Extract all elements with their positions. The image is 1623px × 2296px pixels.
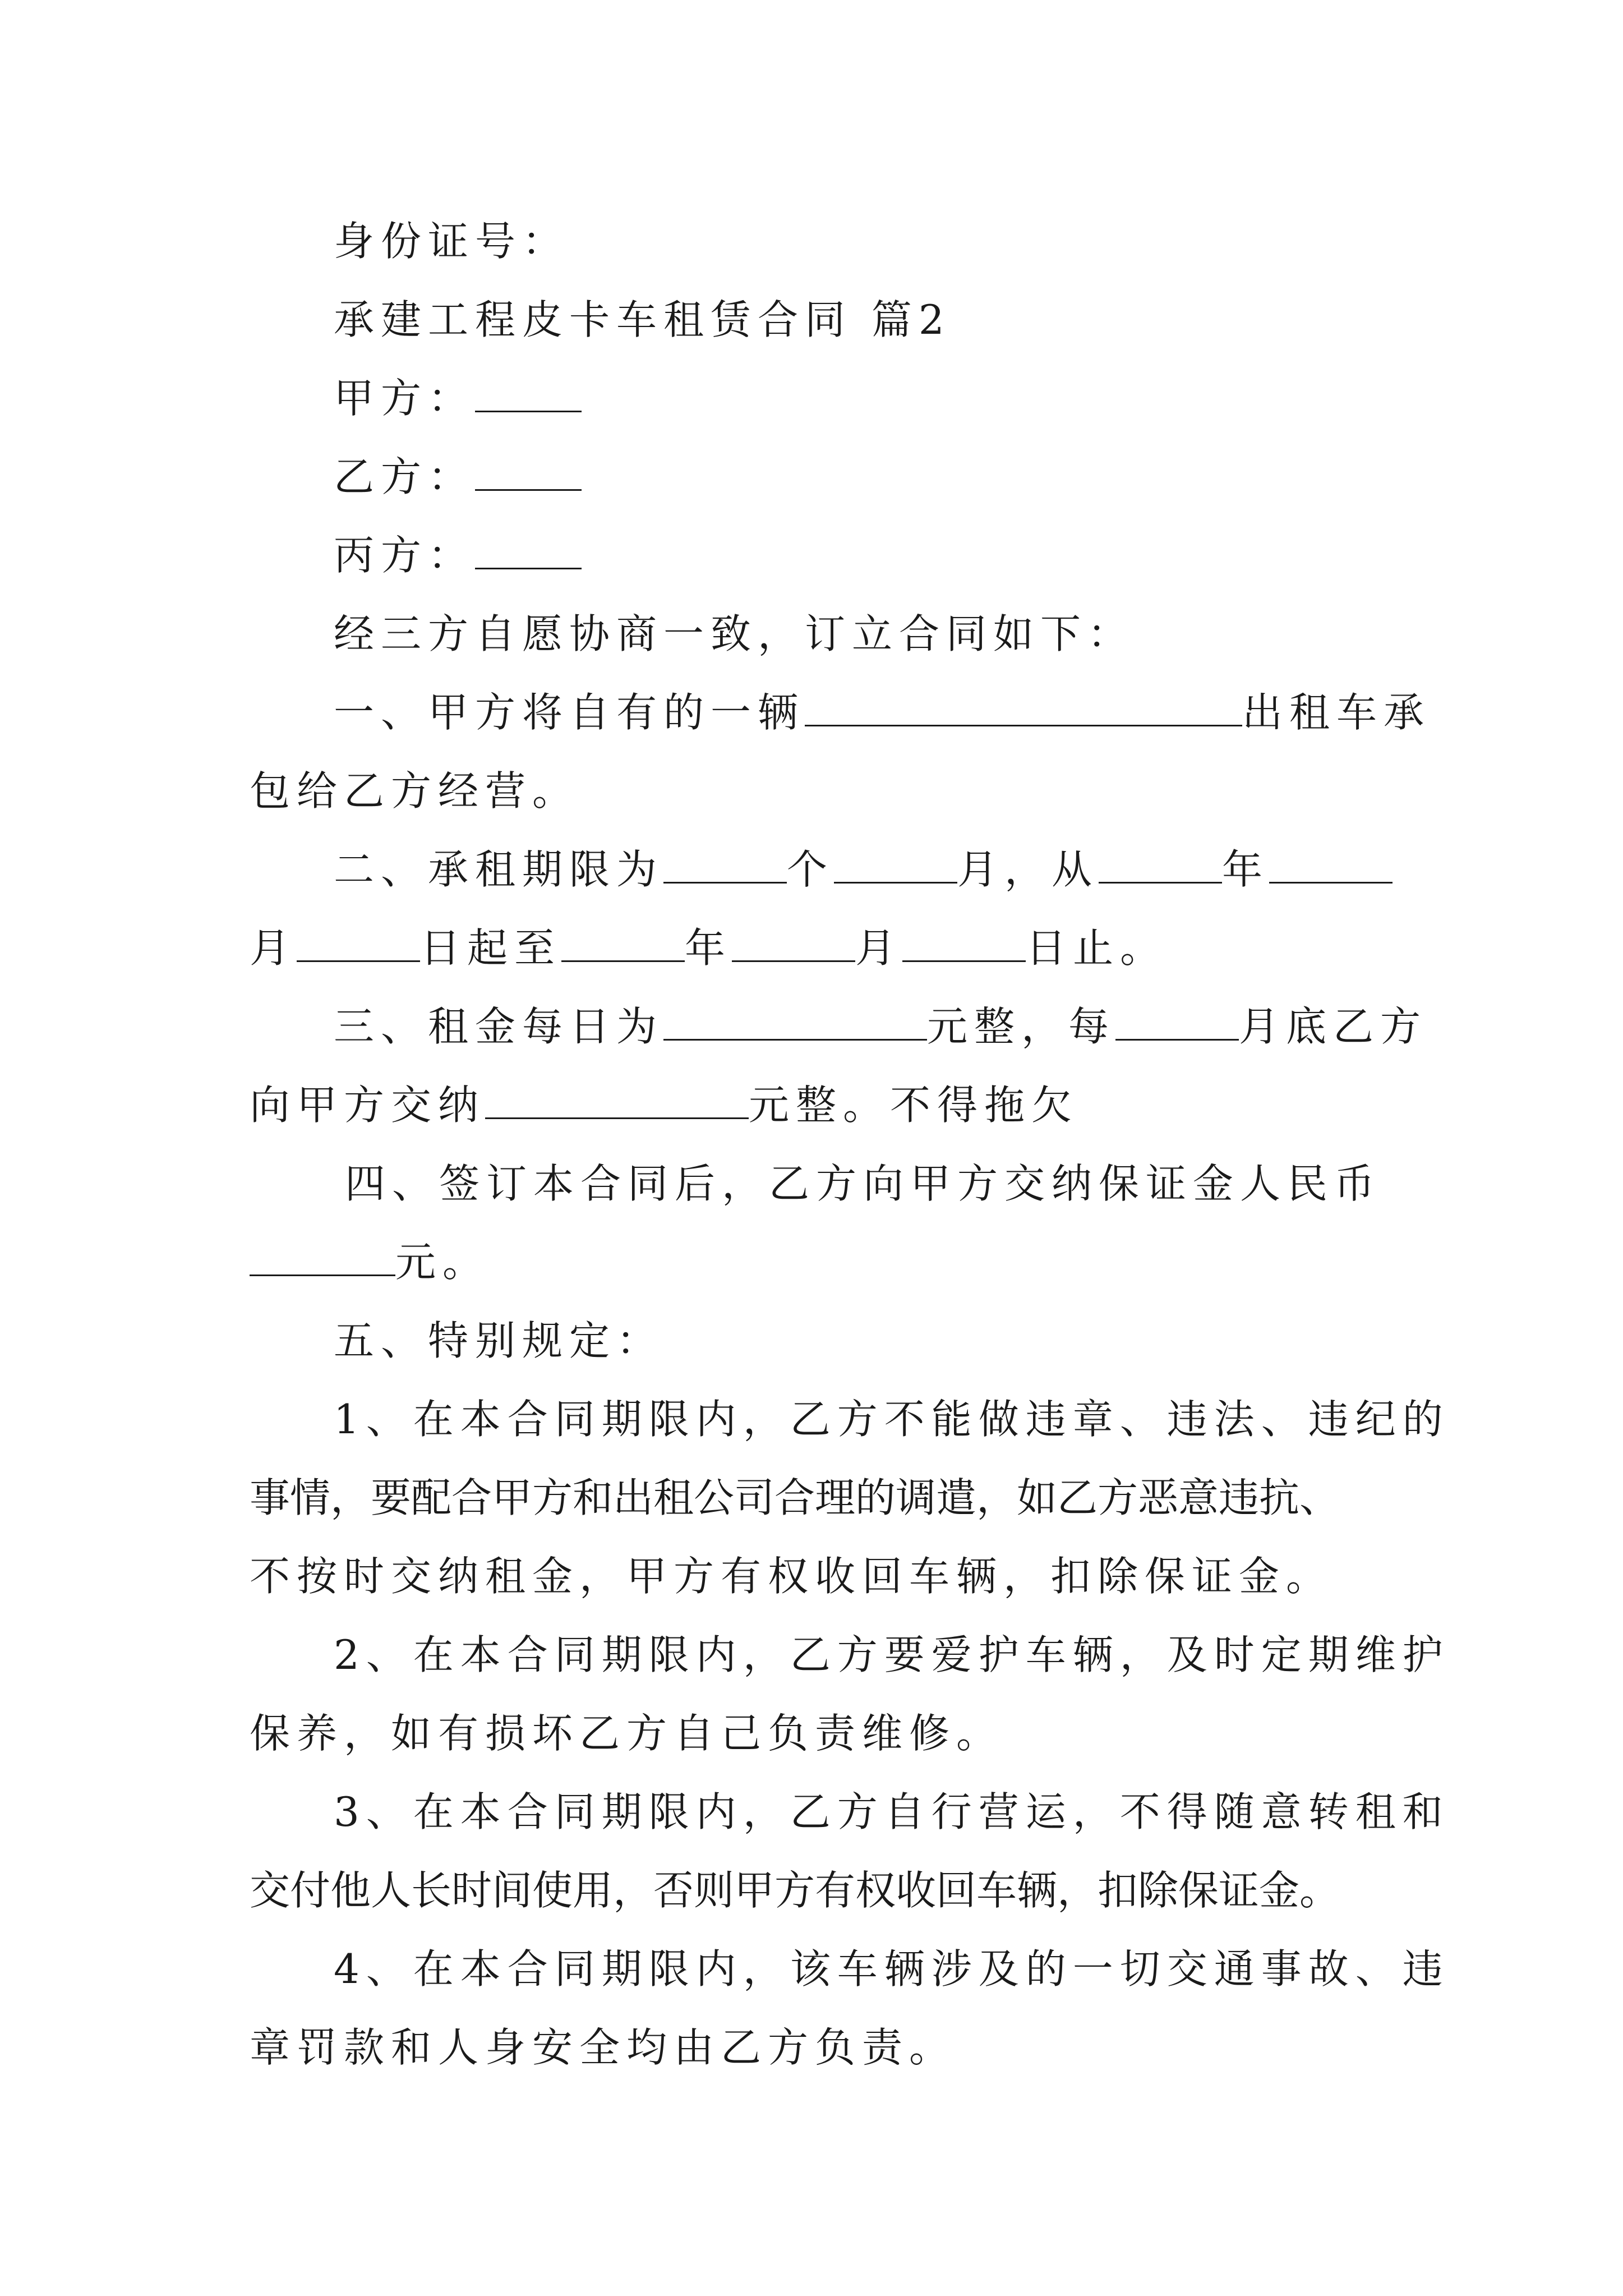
term-1-line-1: 1、在本合同期限内，乙方不能做违章、违法、违纪的 [334, 1396, 1450, 1443]
party-b-line: 乙方： [334, 450, 582, 504]
term-2-line-2: 保养，如有损坏乙方自己负责维修。 [250, 1710, 1004, 1757]
term-months-blank [834, 845, 957, 884]
party-b-blank [475, 452, 582, 491]
payment-month-blank [1115, 1002, 1239, 1041]
deposit-blank [250, 1237, 395, 1276]
vehicle-blank [805, 688, 1242, 726]
clause-4-line-2: 元。 [250, 1235, 490, 1289]
start-year-blank [1099, 845, 1222, 884]
start-day-blank [297, 923, 420, 962]
clause-3-line-1: 三、租金每日为 元整，每 月底乙方 [334, 1003, 1428, 1050]
term-1-line-2: 事情，要配合甲方和出租公司合理的调遣，如乙方恶意违抗、 [250, 1474, 1340, 1521]
term-3-line-1: 3、在本合同期限内，乙方自行营运，不得随意转租和 [334, 1788, 1450, 1835]
party-c-blank [475, 531, 582, 569]
term-years-blank [663, 845, 787, 884]
daily-rent-blank [663, 1002, 927, 1041]
start-month-blank [1269, 845, 1393, 884]
clause-2-line-2: 月 日起至 年 月 日止。 [250, 924, 1168, 972]
special-terms-heading: 五、特别规定： [334, 1317, 664, 1364]
section-title: 承建工程皮卡车租赁合同 篇2 [334, 296, 951, 343]
party-a-line: 甲方： [334, 371, 582, 425]
clause-2-line-1: 二、承租期限为 个 月，从 年 [334, 843, 1393, 896]
party-c-line: 丙方： [334, 528, 582, 582]
id-number-line: 身份证号： [334, 218, 570, 265]
end-day-blank [902, 923, 1026, 962]
term-4-line-2: 章罚款和人身安全均由乙方负责。 [250, 2024, 957, 2071]
end-month-blank [732, 923, 855, 962]
agreement-intro: 经三方自愿协商一致，订立合同如下： [334, 610, 1135, 657]
term-4-line-1: 4、在本合同期限内，该车辆涉及的一切交通事故、违 [334, 1945, 1450, 1993]
term-2-line-1: 2、在本合同期限内，乙方要爱护车辆，及时定期维护 [334, 1631, 1450, 1678]
clause-4-line-1: 四、签订本合同后，乙方向甲方交纳保证金人民币 [345, 1160, 1382, 1207]
clause-3-line-2: 向甲方交纳 元整。不得拖欠 [250, 1082, 1079, 1129]
party-a-blank [475, 374, 582, 412]
term-3-line-2: 交付他人长时间使用，否则甲方有权收回车辆，扣除保证金。 [250, 1867, 1340, 1914]
end-year-blank [561, 923, 685, 962]
clause-1-line-2: 包给乙方经营。 [250, 767, 580, 815]
monthly-payment-blank [485, 1080, 749, 1119]
term-1-line-3: 不按时交纳租金，甲方有权收回车辆，扣除保证金。 [250, 1553, 1334, 1600]
clause-1-line-1: 一、甲方将自有的一辆 出租车承 [334, 689, 1431, 736]
